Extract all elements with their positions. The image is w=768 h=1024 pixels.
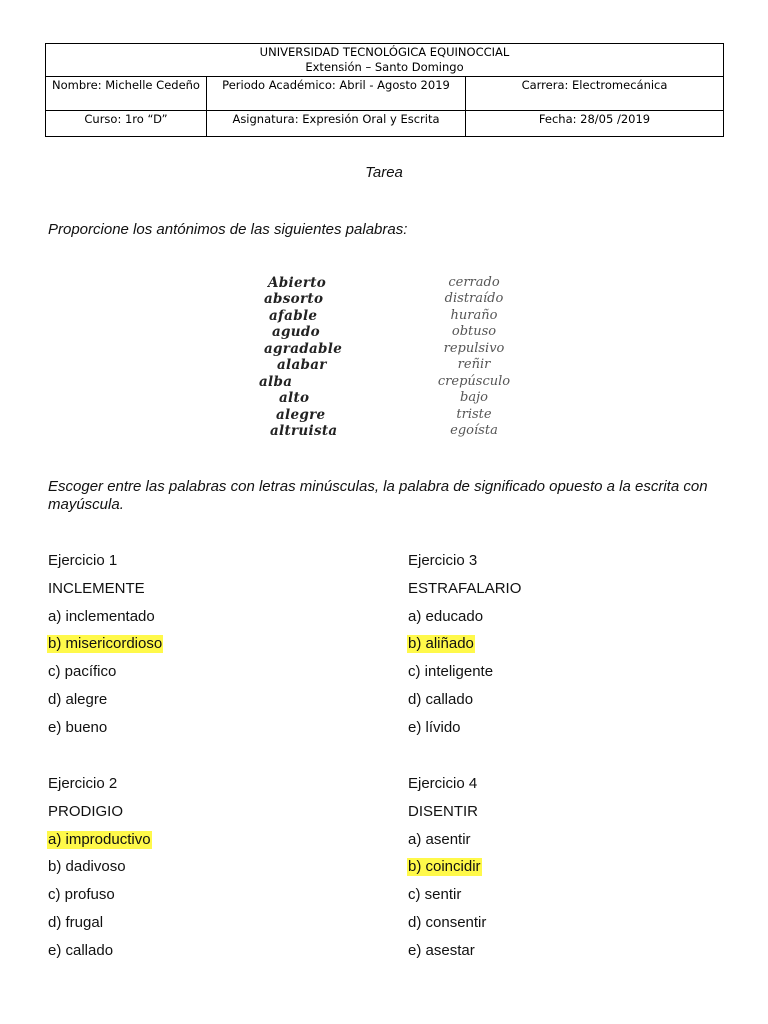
career: Carrera: Electromecánica bbox=[466, 77, 724, 111]
exercise-option-selected-line bbox=[407, 858, 737, 886]
exercise-label-line bbox=[47, 775, 377, 803]
exercise-option: d) consentir bbox=[408, 913, 487, 931]
antonym-answer: crepúsculo bbox=[437, 373, 511, 389]
exercise-label-line bbox=[47, 552, 377, 580]
antonym-list bbox=[0, 275, 768, 445]
exercise-option-selected-line bbox=[47, 831, 377, 859]
exercise-option-line bbox=[47, 608, 377, 636]
exercise-option: c) sentir bbox=[408, 886, 462, 904]
university-name: UNIVERSIDAD TECNOLÓGICA EQUINOCCIAL bbox=[259, 45, 510, 59]
exercise-option-line bbox=[407, 691, 737, 719]
exercise-option-line bbox=[407, 942, 737, 970]
antonym-pair bbox=[0, 390, 768, 407]
antonym-answer: bajo bbox=[460, 390, 488, 406]
exercise-option: d) frugal bbox=[48, 913, 104, 931]
exercise-option: c) pacífico bbox=[48, 663, 117, 681]
exercise-word: ESTRAFALARIO bbox=[408, 579, 522, 597]
exercise-word: PRODIGIO bbox=[48, 802, 124, 820]
exercise-label: Ejercicio 4 bbox=[408, 775, 478, 792]
university-title bbox=[46, 44, 724, 77]
exercise-option-line bbox=[407, 663, 737, 691]
antonym-pair bbox=[0, 374, 768, 391]
exercise-option-line bbox=[407, 914, 737, 942]
antonym-pair bbox=[0, 423, 768, 440]
exercise-option-line bbox=[407, 608, 737, 636]
exercise-word-line bbox=[47, 803, 377, 831]
exercise-option-selected: b) misericordioso bbox=[48, 635, 163, 653]
exercise-option-line bbox=[407, 831, 737, 859]
exercise-option-line bbox=[47, 942, 377, 970]
exercise-option: a) educado bbox=[408, 607, 484, 625]
antonym-pair bbox=[0, 407, 768, 424]
exercise-option: c) inteligente bbox=[408, 663, 494, 681]
antonym-pair bbox=[0, 291, 768, 308]
exercise-option: c) profuso bbox=[48, 886, 115, 904]
campus-extension: Extensión – Santo Domingo bbox=[305, 60, 464, 74]
exercise-option-selected-line bbox=[407, 635, 737, 663]
exercise-option-selected-line bbox=[47, 635, 377, 663]
antonym-word: agudo bbox=[272, 324, 320, 341]
antonym-pair bbox=[0, 341, 768, 358]
antonym-word: Abierto bbox=[268, 275, 327, 291]
exercise-1 bbox=[47, 552, 377, 747]
antonym-pair bbox=[0, 275, 768, 292]
exercise-option: d) callado bbox=[408, 690, 474, 708]
exercise-option: e) asestar bbox=[408, 941, 475, 959]
exercise-option-line bbox=[407, 719, 737, 747]
exercise-option-line bbox=[47, 886, 377, 914]
course: Curso: 1ro “D” bbox=[46, 111, 207, 137]
exercise-word-line bbox=[407, 803, 737, 831]
instruction-exercises: Escoger entre las palabras con letras minúsculas, la palabra de significado opuesto a la escrita con mayúscula. bbox=[48, 478, 708, 513]
antonym-answer: repulsivo bbox=[443, 340, 505, 356]
exercise-option-line bbox=[47, 914, 377, 942]
exercise-2 bbox=[47, 775, 377, 970]
antonym-pair bbox=[0, 324, 768, 341]
exercise-option-selected: b) aliñado bbox=[408, 635, 474, 653]
instruction-antonyms: Proporcione los antónimos de las siguientes palabras: bbox=[48, 221, 408, 238]
page-title: Tarea bbox=[365, 164, 403, 181]
exercise-option-line bbox=[47, 691, 377, 719]
student-name: Nombre: Michelle Cedeño bbox=[46, 77, 207, 111]
exercise-label: Ejercicio 1 bbox=[48, 552, 118, 569]
exercise-option-line bbox=[47, 719, 377, 747]
exercise-label: Ejercicio 3 bbox=[408, 552, 478, 569]
antonym-pair bbox=[0, 308, 768, 325]
academic-period: Periodo Académico: Abril - Agosto 2019 bbox=[207, 77, 466, 111]
antonym-word: alba bbox=[259, 373, 293, 390]
exercise-word: INCLEMENTE bbox=[48, 579, 145, 597]
subject: Asignatura: Expresión Oral y Escrita bbox=[207, 111, 466, 137]
antonym-word: agradable bbox=[264, 340, 343, 357]
antonym-answer: cerrado bbox=[448, 275, 500, 290]
antonym-answer: obtuso bbox=[451, 324, 497, 340]
exercise-option-line bbox=[47, 663, 377, 691]
exercise-option: e) bueno bbox=[48, 718, 108, 736]
exercise-4 bbox=[407, 775, 737, 970]
antonym-word: alabar bbox=[277, 357, 327, 374]
exercise-3 bbox=[407, 552, 737, 747]
exercise-option: b) dadivoso bbox=[48, 858, 126, 876]
antonym-pair bbox=[0, 357, 768, 374]
exercise-option: a) inclementado bbox=[48, 607, 155, 625]
date: Fecha: 28/05 /2019 bbox=[466, 111, 724, 137]
exercise-word-line bbox=[407, 580, 737, 608]
exercise-option-line bbox=[407, 886, 737, 914]
exercise-option-line bbox=[47, 858, 377, 886]
antonym-answer: huraño bbox=[450, 307, 498, 323]
antonym-word: alegre bbox=[276, 406, 326, 423]
exercise-option-selected: b) coincidir bbox=[408, 858, 481, 876]
exercise-option: a) asentir bbox=[408, 830, 471, 848]
exercise-option-selected: a) improductivo bbox=[48, 830, 151, 848]
header-table bbox=[45, 43, 724, 137]
exercise-label-line bbox=[407, 775, 737, 803]
antonym-answer: distraído bbox=[444, 291, 504, 307]
exercise-word-line bbox=[47, 580, 377, 608]
antonym-answer: reñir bbox=[457, 357, 491, 373]
antonym-answer: triste bbox=[456, 406, 492, 422]
antonym-answer: egoísta bbox=[450, 423, 498, 439]
exercise-label: Ejercicio 2 bbox=[48, 775, 118, 792]
antonym-word: alto bbox=[279, 390, 310, 407]
antonym-word: altruista bbox=[270, 423, 338, 440]
antonym-word: afable bbox=[269, 307, 318, 324]
exercise-option: d) alegre bbox=[48, 690, 108, 708]
exercise-label-line bbox=[407, 552, 737, 580]
exercise-option: e) callado bbox=[48, 941, 114, 959]
exercise-option: e) lívido bbox=[408, 718, 461, 736]
exercise-word: DISENTIR bbox=[408, 802, 479, 820]
antonym-word: absorto bbox=[264, 291, 324, 308]
